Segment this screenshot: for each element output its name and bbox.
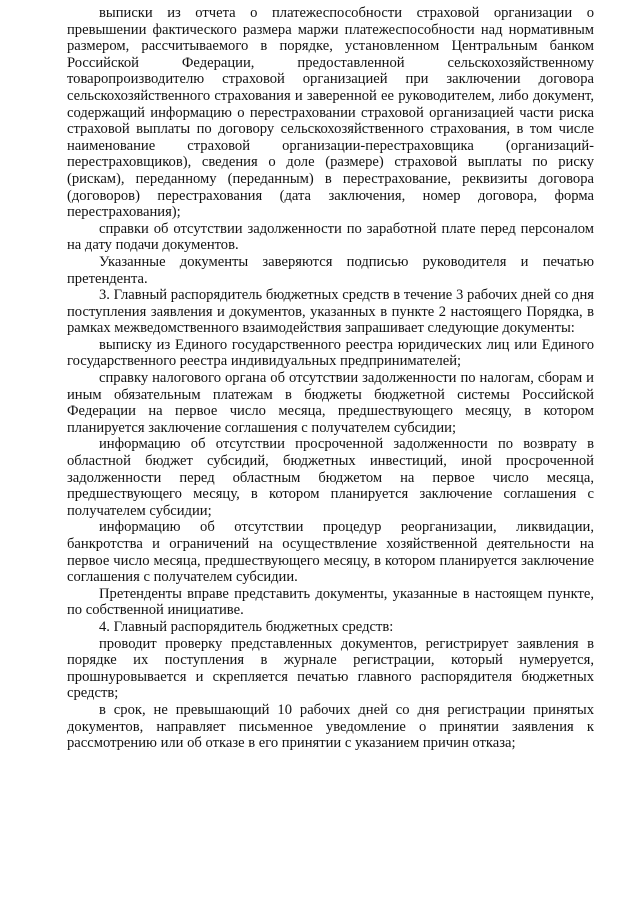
paragraph-item-4: 4. Главный распорядитель бюджетных средств: bbox=[99, 618, 394, 635]
paragraph-item-3: 3. Главный распорядитель бюджетных средств в течение 3 рабочих дней со дня поступления заявления и документов, указанных в пункте 2 настоящего Порядка, в рамках межведомственного взаимодействия запрашивает следующие документы: bbox=[67, 287, 594, 337]
paragraph-solvency-extract: выписки из отчета о платежеспособности страховой организации о превышении фактического размера маржи платежеспособности над нормативным размером, рассчитываемого в порядке, установленном Центральным банком Российской Федерации, предоставленной сельскохозяйственному товаропроизводителю страховой организацией при заключении договора сельскохозяйственного страхования и заверенной ее руководителем, либо документ, содержащий информацию о перестраховании страховой организацией части риска страховой выплаты по договору сельскохозяйственного страхования, в том числе наименование страховой организации-перестраховщика (организаций-перестраховщиков), сведения о доле (размере) страховой выплаты по риску (рискам), переданному (переданным) в перестрахование, реквизиты договора (договоров) перестрахования (дата заключения, номер договора, форма перестрахования); bbox=[67, 5, 594, 221]
paragraph-registry-extract: выписку из Единого государственного реестра юридических лиц или Единого государственного реестра индивидуальных предпринимателей; bbox=[67, 336, 594, 370]
paragraph-tax-certificate: справку налогового органа об отсутствии задолженности по налогам, сборам и иным обязательным платежам в бюджеты бюджетной системы Российской Федерации на первое число месяца, предшествующего месяцу, в котором планируется заключение соглашения с получателем субсидии; bbox=[67, 370, 594, 436]
paragraph-salary-debt-certificate: справки об отсутствии задолженности по заработной плате перед персоналом на дату подачи документов. bbox=[67, 220, 594, 254]
paragraph-verification: проводит проверку представленных документов, регистрирует заявления в порядке их поступления в журнале регистрации, который нумеруется, прошнуровывается и скрепляется печатью главного распорядителя бюджетных средств; bbox=[67, 635, 594, 702]
paragraph-certification-note: Указанные документы заверяются подписью руководителя и печатью претендента. bbox=[67, 253, 594, 287]
paragraph-own-initiative: Претенденты вправе представить документы, указанные в настоящем пункте, по собственной инициативе. bbox=[67, 585, 594, 619]
paragraph-reorganization-info: информацию об отсутствии процедур реорганизации, ликвидации, банкротства и ограничений на осуществление хозяйственной деятельности на первое число месяца, предшествующего месяцу, в котором планируется заключение соглашения с получателем субсидии. bbox=[67, 519, 594, 586]
paragraph-overdue-debt-info: информацию об отсутствии просроченной задолженности по возврату в областной бюджет субсидий, бюджетных инвестиций, иной просроченной задолженности перед областным бюджетом на первое число месяца, предшествующего месяцу, в котором планируется заключение соглашения с получателем субсидии; bbox=[67, 436, 594, 519]
paragraph-notification: в срок, не превышающий 10 рабочих дней со дня регистрации принятых документов, направляет письменное уведомление о принятии заявления к рассмотрению или об отказе в его принятии с указанием причин отказа; bbox=[67, 701, 594, 752]
